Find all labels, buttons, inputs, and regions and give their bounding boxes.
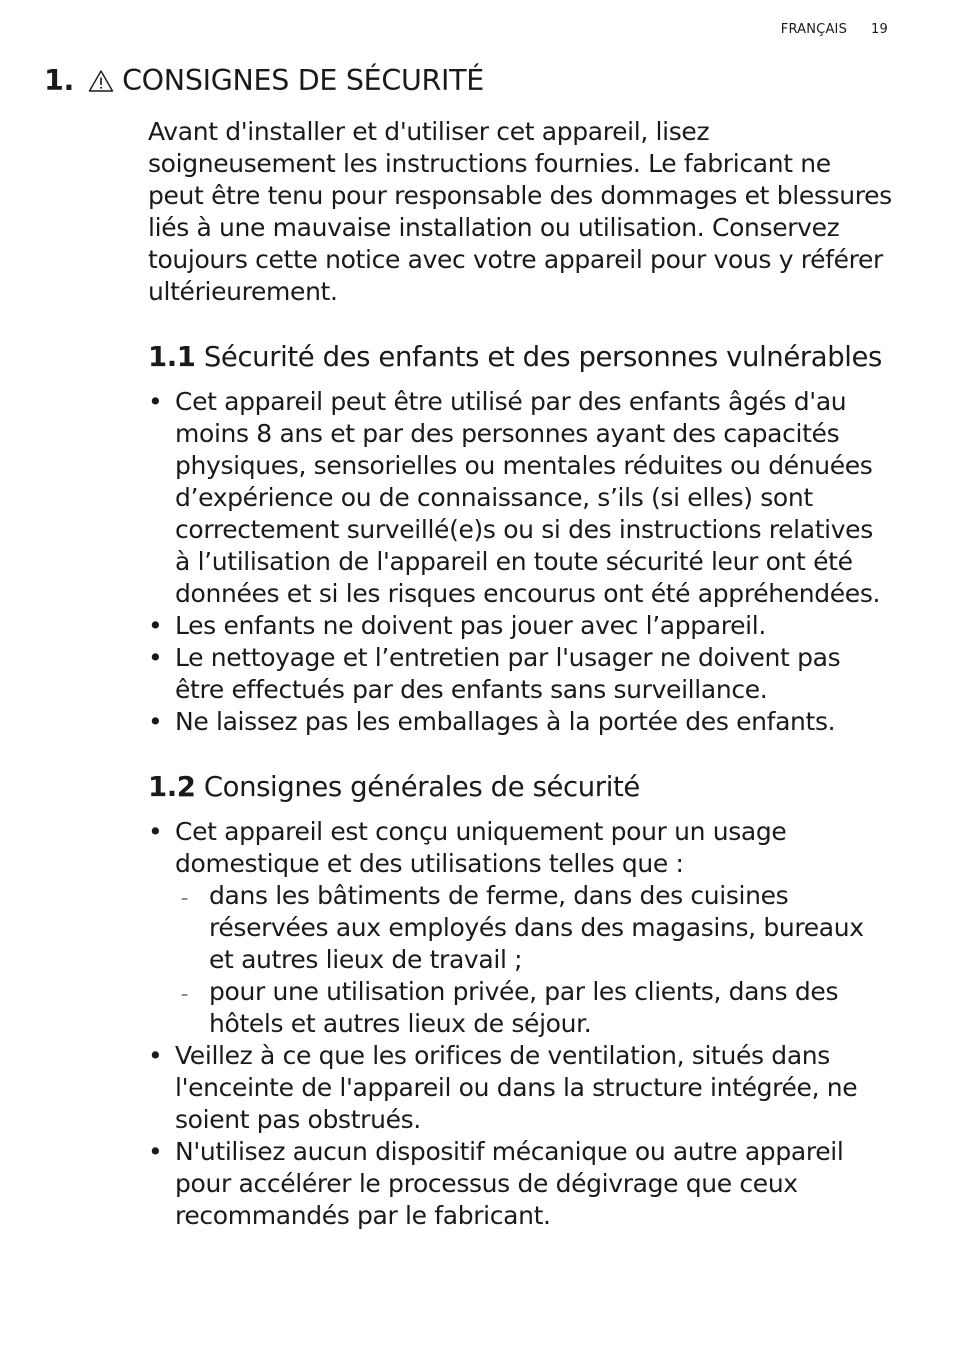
chapter-title-text: CONSIGNES DE SÉCURITÉ <box>122 64 484 97</box>
list-item-text: Les enfants ne doivent pas jouer avec l’appareil. <box>175 611 766 640</box>
bullet-icon: • <box>148 1137 163 1166</box>
bullet-icon: • <box>148 387 163 416</box>
list-item <box>148 1040 893 1136</box>
header-page-number: 19 <box>871 22 888 37</box>
section-1-1-title: Sécurité des enfants et des personnes vulnérables <box>203 341 882 373</box>
list-item-text: Cet appareil peut être utilisé par des enfants âgés d'au moins 8 ans et par des personnes ayant des capacités physiques, sensorielles ou mentales réduites ou dénuées d’expérience ou de connaissance, s’ils (si elles) sont correctement surveillé(e)s ou si des instructions relatives à l’utilisation de l'appareil en toute sécurité leur ont été données et si les risques encourus ont été appréhendées. <box>175 387 881 608</box>
intro-paragraph: Avant d'installer et d'utiliser cet appareil, lisez soigneusement les instructions fournies. Le fabricant ne peut être tenu pour responsable des dommages et blessures liés à une mauvaise installation ou utilisation. Conservez toujours cette notice avec votre appareil pour vous y référer ultérieurement. <box>148 117 892 306</box>
list-item <box>148 816 893 1040</box>
section-1-2-list <box>148 816 893 1232</box>
section-1-1-list <box>148 386 893 738</box>
sub-list-item-text: dans les bâtiments de ferme, dans des cuisines réservées aux employés dans des magasins, bureaux et autres lieux de travail ; <box>209 881 864 974</box>
sub-list-item <box>175 880 893 976</box>
chapter-number: 1. <box>44 64 75 97</box>
list-item <box>148 1136 893 1232</box>
section-1-1-number: 1.1 <box>148 341 196 373</box>
sub-list-item-text: pour une utilisation privée, par les clients, dans des hôtels et autres lieux de séjour. <box>209 977 839 1038</box>
page-header <box>781 22 888 37</box>
bullet-icon: • <box>148 643 163 672</box>
bullet-icon: • <box>148 611 163 640</box>
chapter-title <box>44 64 484 97</box>
list-item-text: Cet appareil est conçu uniquement pour un usage domestique et des utilisations telles que : <box>175 817 787 878</box>
section-1-2-title: Consignes générales de sécurité <box>203 771 640 803</box>
dash-icon: – <box>181 891 188 907</box>
list-item-text: Le nettoyage et l’entretien par l'usager ne doivent pas être effectués par des enfants sans surveillance. <box>175 643 841 704</box>
list-item <box>148 386 893 610</box>
header-language: FRANÇAIS <box>780 22 848 37</box>
warning-triangle-icon <box>88 69 114 93</box>
list-item <box>148 642 893 706</box>
main-content <box>148 116 893 1232</box>
dash-icon: – <box>181 987 188 1003</box>
bullet-icon: • <box>148 707 163 736</box>
list-item <box>148 706 893 738</box>
list-item-text: Veillez à ce que les orifices de ventilation, situés dans l'enceinte de l'appareil ou dans la structure intégrée, ne soient pas obstrués. <box>175 1041 858 1134</box>
bullet-icon: • <box>148 817 163 846</box>
section-1-2-number: 1.2 <box>148 771 196 803</box>
list-item-text: Ne laissez pas les emballages à la portée des enfants. <box>175 707 836 736</box>
sub-list <box>175 880 893 1040</box>
sub-list-item <box>175 976 893 1040</box>
section-1-1-heading <box>148 340 893 374</box>
bullet-icon: • <box>148 1041 163 1070</box>
section-1-2-heading <box>148 770 893 804</box>
list-item-text: N'utilisez aucun dispositif mécanique ou autre appareil pour accélérer le processus de dégivrage que ceux recommandés par le fabricant. <box>175 1137 844 1230</box>
list-item <box>148 610 893 642</box>
